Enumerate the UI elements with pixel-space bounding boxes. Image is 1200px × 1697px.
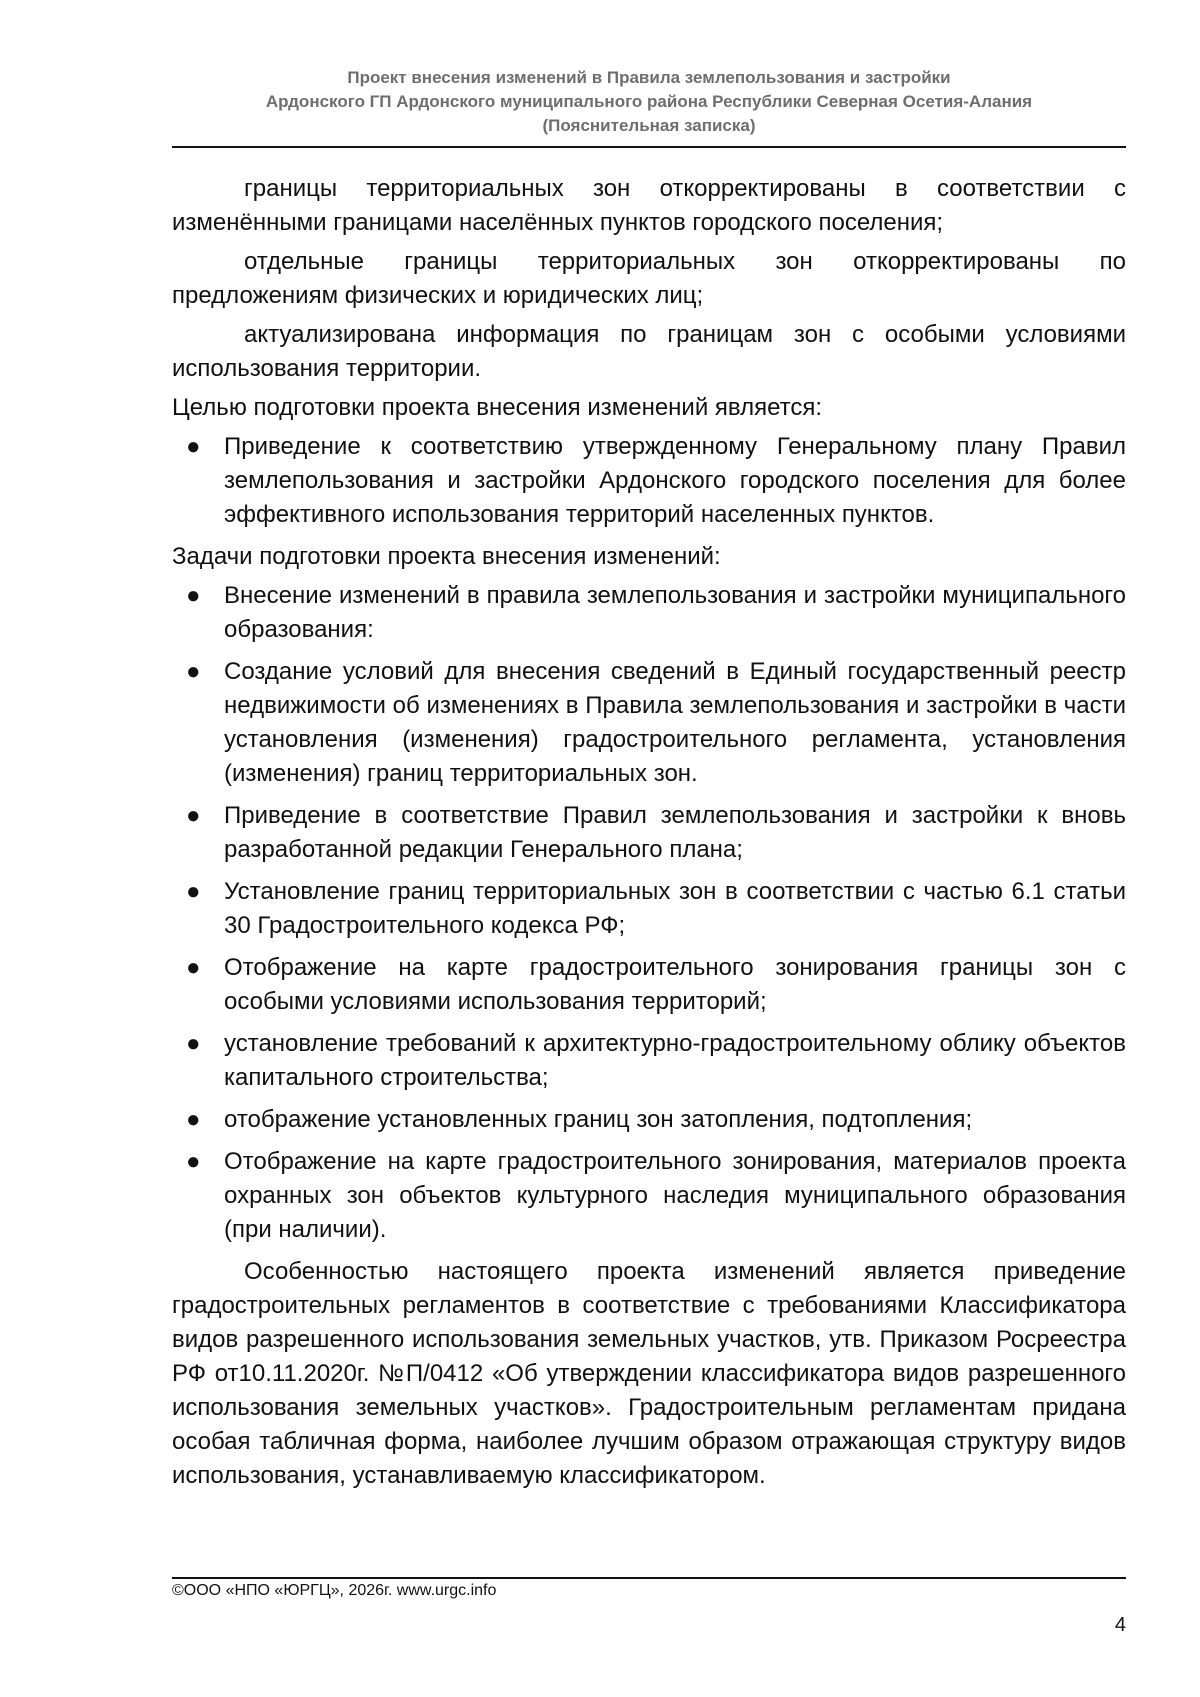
list-item-text: Отображение на карте градостроительного зонирования, материалов проекта охранных зон объектов культурного наследия муниципального образования (при наличии). xyxy=(224,1148,1126,1243)
footer-divider xyxy=(172,1577,1126,1579)
bullet-icon: ● xyxy=(186,802,201,829)
header-line-2: Ардонского ГП Ардонского муниципального района Республики Северная Осетия-Алания xyxy=(265,92,1033,111)
list-item xyxy=(172,1103,1126,1137)
bullet-icon: ● xyxy=(186,1106,201,1133)
bullet-icon: ● xyxy=(186,582,201,609)
paragraph-individual-boundaries: отдельные границы территориальных зон откорректированы по предложениям физических и юридических лиц; xyxy=(172,248,1126,309)
list-item-text: Внесение изменений в правила землепользования и застройки муниципального образования: xyxy=(224,582,1126,643)
list-item-text: Приведение к соответствию утвержденному Генеральному плану Правил землепользования и застройки Ардонского городского поселения для более эффективного использования территорий населенных пунктов. xyxy=(224,433,1126,528)
goal-heading: Целью подготовки проекта внесения изменений является: xyxy=(172,394,823,421)
list-item-text: установление требований к архитектурно-градостроительному облику объектов капитального строительства; xyxy=(224,1030,1126,1091)
list-item xyxy=(172,875,1126,943)
page-header xyxy=(172,66,1126,138)
header-line-3: (Пояснительная записка) xyxy=(542,116,756,135)
list-item-text: отображение установленных границ зон затопления, подтопления; xyxy=(224,1106,973,1133)
list-item-text: Приведение в соответствие Правил землепользования и застройки к вновь разработанной редакции Генерального плана; xyxy=(224,802,1126,863)
page-number: 4 xyxy=(1114,1614,1126,1636)
bullet-icon: ● xyxy=(186,878,201,905)
bullet-icon: ● xyxy=(186,1030,201,1057)
header-line-1: Проект внесения изменений в Правила землепользования и застройки xyxy=(347,68,951,87)
bullet-icon: ● xyxy=(186,433,201,460)
document-body xyxy=(172,172,1126,1498)
list-item xyxy=(172,799,1126,867)
paragraph-updated-info: актуализирована информация по границам зон с особыми условиями использования территории. xyxy=(172,321,1126,382)
tasks-list xyxy=(172,579,1126,1247)
list-item xyxy=(172,1145,1126,1247)
bullet-icon: ● xyxy=(186,658,201,685)
list-item-text: Установление границ территориальных зон в соответствии с частью 6.1 статьи 30 Градостроительного кодекса РФ; xyxy=(224,878,1126,939)
list-item-text: Создание условий для внесения сведений в Единый государственный реестр недвижимости об изменениях в Правила землепользования и застройки в части установления (изменения) градостроительного регламента, установления (изменения) границ территориальных зон. xyxy=(224,658,1126,787)
bullet-icon: ● xyxy=(186,954,201,981)
list-item xyxy=(172,655,1126,791)
paragraph-zone-boundaries: границы территориальных зон откорректированы в соответствии с изменёнными границами населённых пунктов городского поселения; xyxy=(172,175,1126,236)
header-divider xyxy=(172,146,1126,148)
bullet-icon: ● xyxy=(186,1148,201,1175)
list-item xyxy=(172,430,1126,532)
list-item-text: Отображение на карте градостроительного зонирования границы зон с особыми условиями использования территорий; xyxy=(224,954,1126,1015)
goal-list xyxy=(172,430,1126,532)
footer-copyright: ©ООО «НПО «ЮРГЦ», 2026г. www.urgc.info xyxy=(172,1582,497,1599)
list-item xyxy=(172,579,1126,647)
list-item xyxy=(172,951,1126,1019)
tasks-heading: Задачи подготовки проекта внесения изменений: xyxy=(172,543,721,570)
list-item xyxy=(172,1027,1126,1095)
paragraph-classifier: Особенностью настоящего проекта изменений является приведение градостроительных регламентов в соответствие с требованиями Классификатора видов разрешенного использования земельных участков, утв. Приказом Росреестра РФ от10.11.2020г. №П/0412 «Об утверждении классификатора видов разрешенного использования земельных участков». Градостроительным регламентам придана особая табличная форма, наиболее лучшим образом отражающая структуру видов использования, устанавливаемую классификатором. xyxy=(172,1258,1126,1489)
